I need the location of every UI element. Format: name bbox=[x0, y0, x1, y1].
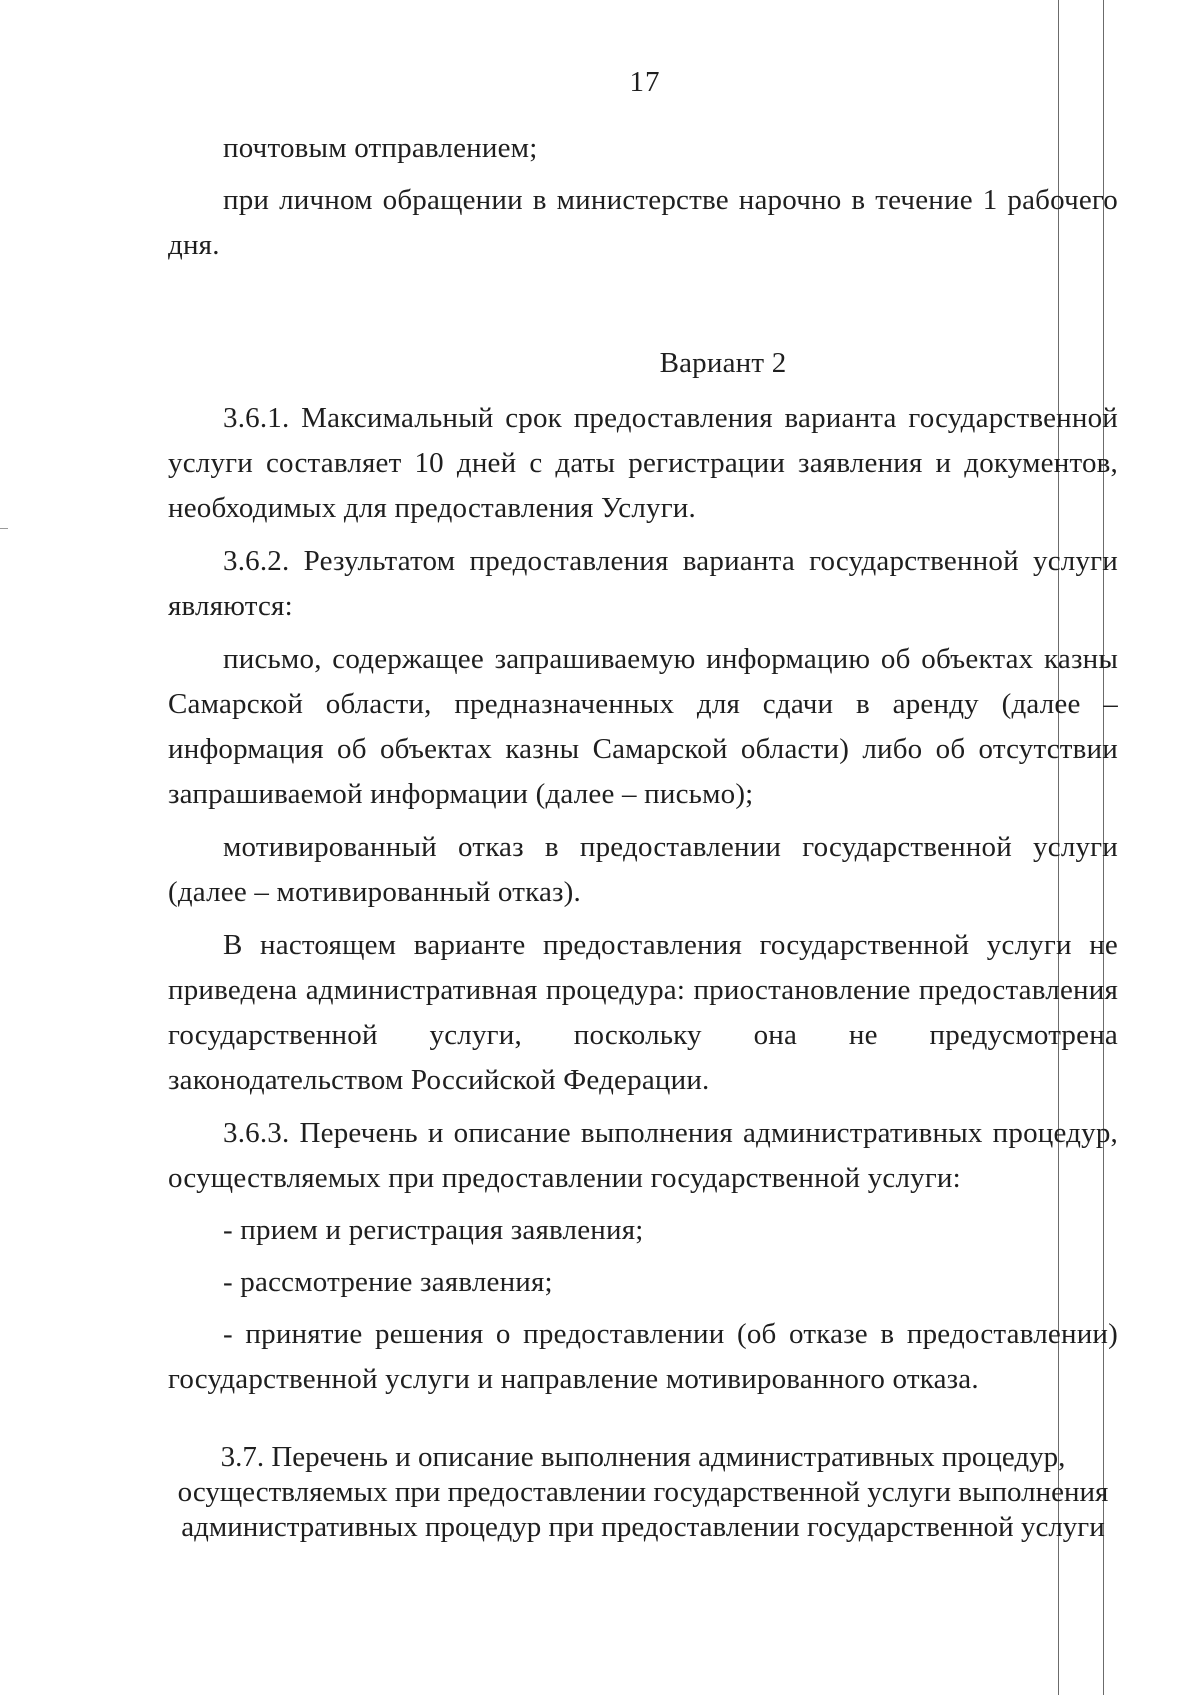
paragraph: 3.6.3. Перечень и описание выполнения административных процедур, осуществляемых при предоставлении государственной услуги: bbox=[168, 1117, 1118, 1194]
paragraph: мотивированный отказ в предоставлении государственной услуги (далее – мотивированный отказ). bbox=[168, 831, 1118, 908]
paragraph: 3.6.2. Результатом предоставления варианта государственной услуги являются: bbox=[168, 545, 1118, 622]
list-item: - прием и регистрация заявления; bbox=[223, 1214, 644, 1246]
paragraph: при личном обращении в министерстве нарочно в течение 1 рабочего дня. bbox=[168, 184, 1118, 261]
variant-heading: Вариант 2 bbox=[659, 347, 787, 379]
section-heading bbox=[168, 1440, 1118, 1545]
page-number: 17 bbox=[629, 66, 661, 98]
section-heading-line: административных процедур при предоставлении государственной услуги bbox=[181, 1511, 1105, 1543]
section-heading-line: 3.7. Перечень и описание выполнения административных процедур, bbox=[220, 1441, 1066, 1473]
scan-edge-mark bbox=[0, 528, 8, 529]
section-heading-line: осуществляемых при предоставлении государственной услуги выполнения bbox=[177, 1476, 1109, 1508]
list-item: - рассмотрение заявления; bbox=[223, 1266, 553, 1298]
paragraph: 3.6.1. Максимальный срок предоставления варианта государственной услуги составляет 10 дней с даты регистрации заявления и документов, необходимых для предоставления Услуги. bbox=[168, 402, 1118, 524]
list-item: - принятие решения о предоставлении (об отказе в предоставлении) государственной услуги и направление мотивированного отказа. bbox=[168, 1318, 1118, 1395]
paragraph: почтовым отправлением; bbox=[223, 132, 538, 164]
paragraph: В настоящем варианте предоставления государственной услуги не приведена административная процедура: приостановление предоставления государственной услуги, поскольку она не предусмотрена законодательством Российской Федерации. bbox=[168, 929, 1118, 1096]
document-body bbox=[168, 126, 1118, 1402]
paragraph: письмо, содержащее запрашиваемую информацию об объектах казны Самарской области, предназначенных для сдачи в аренду (далее – информация об объектах казны Самарской области) либо об отсутствии запрашиваемой информации (далее – письмо); bbox=[168, 643, 1118, 810]
